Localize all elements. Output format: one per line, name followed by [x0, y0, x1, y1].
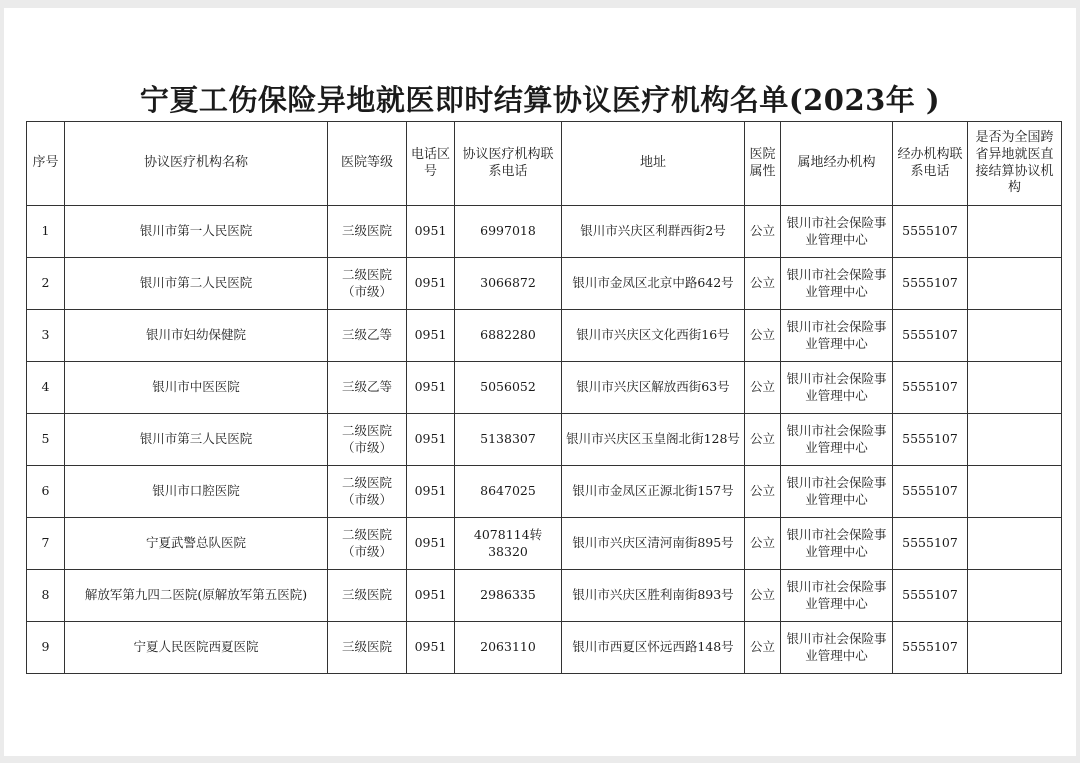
cell-institution-phone: 4078114转38320: [455, 518, 562, 570]
cell-institution-phone: 8647025: [455, 466, 562, 518]
cell-cross-province: [968, 518, 1062, 570]
header-address: 地址: [562, 122, 745, 206]
cell-cross-province: [968, 362, 1062, 414]
cell-institution-phone: 6882280: [455, 310, 562, 362]
header-hospital-level: 医院等级: [328, 122, 407, 206]
cell-institution-name: 解放军第九四二医院(原解放军第五医院): [65, 570, 328, 622]
cell-agency: 银川市社会保险事业管理中心: [781, 310, 893, 362]
cell-institution-name: 银川市中医医院: [65, 362, 328, 414]
cell-index: 6: [27, 466, 65, 518]
cell-hospital-type: 公立: [745, 310, 781, 362]
cell-area-code: 0951: [407, 362, 455, 414]
document-title: 宁夏工伤保险异地就医即时结算协议医疗机构名单(2023年 ): [139, 83, 941, 117]
cell-index: 4: [27, 362, 65, 414]
cell-cross-province: [968, 570, 1062, 622]
cell-agency: 银川市社会保险事业管理中心: [781, 466, 893, 518]
cell-index: 2: [27, 258, 65, 310]
cell-hospital-level: 二级医院（市级）: [328, 518, 407, 570]
cell-hospital-type: 公立: [745, 414, 781, 466]
cell-cross-province: [968, 414, 1062, 466]
cell-agency-phone: 5555107: [893, 362, 968, 414]
cell-address: 银川市兴庆区胜利南街893号: [562, 570, 745, 622]
cell-agency-phone: 5555107: [893, 206, 968, 258]
header-agency: 属地经办机构: [781, 122, 893, 206]
cell-agency-phone: 5555107: [893, 570, 968, 622]
cell-institution-phone: 3066872: [455, 258, 562, 310]
cell-area-code: 0951: [407, 622, 455, 674]
header-institution-phone: 协议医疗机构联系电话: [455, 122, 562, 206]
cell-agency-phone: 5555107: [893, 622, 968, 674]
table-row: [27, 362, 1062, 414]
table-row: [27, 570, 1062, 622]
cell-area-code: 0951: [407, 570, 455, 622]
cell-cross-province: [968, 622, 1062, 674]
cell-institution-phone: 5138307: [455, 414, 562, 466]
cell-cross-province: [968, 206, 1062, 258]
document-page: [4, 8, 1076, 756]
cell-cross-province: [968, 466, 1062, 518]
cell-address: 银川市西夏区怀远西路148号: [562, 622, 745, 674]
cell-agency-phone: 5555107: [893, 414, 968, 466]
cell-agency-phone: 5555107: [893, 518, 968, 570]
cell-index: 1: [27, 206, 65, 258]
cell-hospital-level: 二级医院（市级）: [328, 466, 407, 518]
cell-agency: 银川市社会保险事业管理中心: [781, 206, 893, 258]
table-header-row: [27, 122, 1062, 206]
cell-agency: 银川市社会保险事业管理中心: [781, 622, 893, 674]
cell-institution-name: 银川市口腔医院: [65, 466, 328, 518]
cell-index: 9: [27, 622, 65, 674]
table-row: [27, 258, 1062, 310]
cell-address: 银川市兴庆区清河南街895号: [562, 518, 745, 570]
cell-institution-phone: 2063110: [455, 622, 562, 674]
institution-table: [26, 121, 1062, 674]
cell-hospital-level: 三级医院: [328, 570, 407, 622]
table-row: [27, 466, 1062, 518]
cell-index: 8: [27, 570, 65, 622]
cell-agency: 银川市社会保险事业管理中心: [781, 414, 893, 466]
cell-address: 银川市金凤区北京中路642号: [562, 258, 745, 310]
table-row: [27, 518, 1062, 570]
cell-agency: 银川市社会保险事业管理中心: [781, 518, 893, 570]
header-index: 序号: [27, 122, 65, 206]
cell-hospital-level: 二级医院（市级）: [328, 258, 407, 310]
cell-institution-phone: 5056052: [455, 362, 562, 414]
cell-hospital-type: 公立: [745, 362, 781, 414]
header-cross-province: 是否为全国跨省异地就医直接结算协议机构: [968, 122, 1062, 206]
cell-hospital-level: 二级医院（市级）: [328, 414, 407, 466]
header-institution-name: 协议医疗机构名称: [65, 122, 328, 206]
header-hospital-type: 医院属性: [745, 122, 781, 206]
cell-address: 银川市兴庆区文化西街16号: [562, 310, 745, 362]
cell-index: 3: [27, 310, 65, 362]
cell-address: 银川市兴庆区利群西街2号: [562, 206, 745, 258]
cell-cross-province: [968, 310, 1062, 362]
cell-agency: 银川市社会保险事业管理中心: [781, 258, 893, 310]
cell-institution-name: 宁夏武警总队医院: [65, 518, 328, 570]
cell-hospital-level: 三级乙等: [328, 310, 407, 362]
cell-index: 7: [27, 518, 65, 570]
cell-area-code: 0951: [407, 518, 455, 570]
cell-area-code: 0951: [407, 466, 455, 518]
cell-cross-province: [968, 258, 1062, 310]
table-row: [27, 414, 1062, 466]
table-row: [27, 206, 1062, 258]
cell-hospital-level: 三级医院: [328, 206, 407, 258]
cell-area-code: 0951: [407, 414, 455, 466]
cell-area-code: 0951: [407, 310, 455, 362]
cell-address: 银川市兴庆区解放西街63号: [562, 362, 745, 414]
table-row: [27, 622, 1062, 674]
cell-agency-phone: 5555107: [893, 466, 968, 518]
cell-hospital-type: 公立: [745, 466, 781, 518]
cell-address: 银川市金凤区正源北街157号: [562, 466, 745, 518]
cell-hospital-type: 公立: [745, 622, 781, 674]
cell-institution-phone: 2986335: [455, 570, 562, 622]
header-area-code: 电话区号: [407, 122, 455, 206]
cell-area-code: 0951: [407, 206, 455, 258]
table-row: [27, 310, 1062, 362]
cell-hospital-type: 公立: [745, 258, 781, 310]
cell-area-code: 0951: [407, 258, 455, 310]
cell-index: 5: [27, 414, 65, 466]
cell-hospital-type: 公立: [745, 518, 781, 570]
cell-agency: 银川市社会保险事业管理中心: [781, 362, 893, 414]
cell-hospital-type: 公立: [745, 206, 781, 258]
cell-hospital-level: 三级乙等: [328, 362, 407, 414]
cell-institution-name: 银川市第三人民医院: [65, 414, 328, 466]
header-agency-phone: 经办机构联系电话: [893, 122, 968, 206]
cell-institution-name: 银川市妇幼保健院: [65, 310, 328, 362]
cell-hospital-level: 三级医院: [328, 622, 407, 674]
cell-agency-phone: 5555107: [893, 310, 968, 362]
cell-hospital-type: 公立: [745, 570, 781, 622]
cell-agency-phone: 5555107: [893, 258, 968, 310]
cell-institution-name: 银川市第一人民医院: [65, 206, 328, 258]
cell-institution-name: 宁夏人民医院西夏医院: [65, 622, 328, 674]
cell-address: 银川市兴庆区玉皇阁北街128号: [562, 414, 745, 466]
cell-institution-phone: 6997018: [455, 206, 562, 258]
cell-institution-name: 银川市第二人民医院: [65, 258, 328, 310]
cell-agency: 银川市社会保险事业管理中心: [781, 570, 893, 622]
